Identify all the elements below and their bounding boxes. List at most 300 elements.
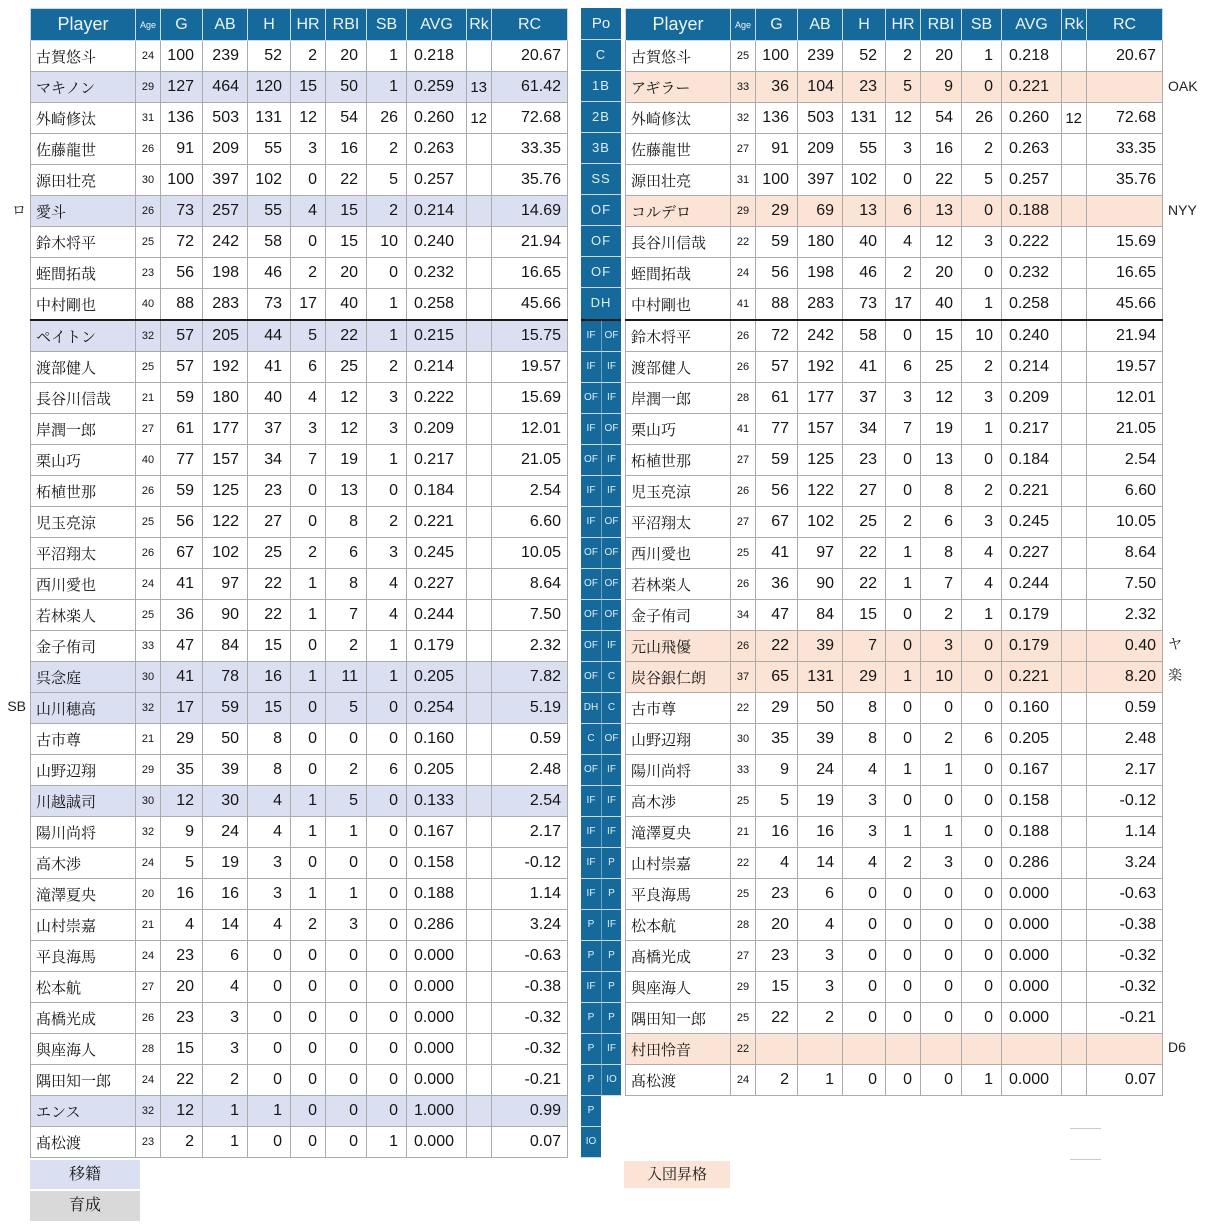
- rbi-cell[interactable]: 25: [921, 352, 962, 383]
- hr-cell[interactable]: 1: [291, 786, 326, 817]
- col-header-ab[interactable]: AB: [203, 9, 248, 41]
- sb-cell[interactable]: 0: [962, 786, 1002, 817]
- sb-cell[interactable]: 0: [962, 258, 1002, 289]
- sb-cell[interactable]: 0: [367, 1003, 407, 1034]
- col-header-rc[interactable]: RC: [492, 9, 568, 41]
- g-cell[interactable]: 56: [756, 258, 798, 289]
- col-header-rk[interactable]: Rk: [1062, 9, 1087, 41]
- age-cell[interactable]: 24: [136, 848, 161, 879]
- po-cell-left[interactable]: IF: [581, 879, 601, 910]
- avg-cell[interactable]: 0.000: [407, 1065, 467, 1096]
- age-cell[interactable]: 21: [136, 910, 161, 941]
- age-cell[interactable]: 26: [731, 476, 756, 507]
- ab-cell[interactable]: 97: [798, 538, 843, 569]
- sb-cell[interactable]: 0: [367, 1034, 407, 1065]
- rc-cell[interactable]: 21.94: [492, 227, 568, 258]
- avg-cell[interactable]: 0.167: [1002, 755, 1062, 786]
- avg-cell[interactable]: [1002, 1034, 1062, 1065]
- hr-cell[interactable]: 17: [886, 289, 921, 321]
- ab-cell[interactable]: 24: [798, 755, 843, 786]
- g-cell[interactable]: 59: [161, 476, 203, 507]
- age-cell[interactable]: 31: [136, 103, 161, 134]
- ab-cell[interactable]: 283: [798, 289, 843, 321]
- hr-cell[interactable]: 2: [886, 848, 921, 879]
- g-cell[interactable]: 16: [756, 817, 798, 848]
- hr-cell[interactable]: 3: [886, 383, 921, 414]
- player-cell[interactable]: 隅田知一郎: [31, 1065, 136, 1096]
- player-cell[interactable]: 佐藤龍世: [31, 134, 136, 165]
- rk-cell[interactable]: [1062, 414, 1087, 445]
- player-cell[interactable]: 児玉亮涼: [31, 507, 136, 538]
- rc-cell[interactable]: -0.32: [1087, 941, 1163, 972]
- h-cell[interactable]: 41: [248, 352, 291, 383]
- sb-cell[interactable]: 1: [367, 1127, 407, 1158]
- rc-cell[interactable]: 0.40: [1087, 631, 1163, 662]
- rc-cell[interactable]: 6.60: [492, 507, 568, 538]
- rk-cell[interactable]: [467, 1003, 492, 1034]
- g-cell[interactable]: 41: [756, 538, 798, 569]
- player-cell[interactable]: 滝澤夏央: [626, 817, 731, 848]
- avg-cell[interactable]: 0.232: [407, 258, 467, 289]
- g-cell[interactable]: 100: [161, 165, 203, 196]
- ab-cell[interactable]: 104: [798, 72, 843, 103]
- avg-cell[interactable]: 0.227: [407, 569, 467, 600]
- rbi-cell[interactable]: 54: [326, 103, 367, 134]
- hr-cell[interactable]: 3: [886, 134, 921, 165]
- age-cell[interactable]: 29: [731, 196, 756, 227]
- rbi-cell[interactable]: 0: [326, 972, 367, 1003]
- po-cell-left[interactable]: OF: [581, 662, 601, 693]
- g-cell[interactable]: 23: [756, 941, 798, 972]
- age-cell[interactable]: 32: [136, 817, 161, 848]
- g-cell[interactable]: 20: [756, 910, 798, 941]
- g-cell[interactable]: 47: [756, 600, 798, 631]
- avg-cell[interactable]: 0.222: [1002, 227, 1062, 258]
- ab-cell[interactable]: 14: [798, 848, 843, 879]
- avg-cell[interactable]: 0.205: [407, 662, 467, 693]
- g-cell[interactable]: 4: [756, 848, 798, 879]
- rbi-cell[interactable]: 6: [921, 507, 962, 538]
- sb-cell[interactable]: 1: [962, 289, 1002, 321]
- po-cell-right[interactable]: P: [601, 879, 621, 910]
- avg-cell[interactable]: 0.240: [407, 227, 467, 258]
- h-cell[interactable]: 55: [248, 196, 291, 227]
- rc-cell[interactable]: 10.05: [492, 538, 568, 569]
- rc-cell[interactable]: 19.57: [492, 352, 568, 383]
- po-cell-right[interactable]: IF: [601, 631, 621, 662]
- h-cell[interactable]: 3: [248, 848, 291, 879]
- po-cell-right[interactable]: P: [601, 972, 621, 1003]
- player-cell[interactable]: 滝澤夏央: [31, 879, 136, 910]
- age-cell[interactable]: 29: [731, 972, 756, 1003]
- avg-cell[interactable]: 0.215: [407, 320, 467, 352]
- ab-cell[interactable]: 209: [203, 134, 248, 165]
- rbi-cell[interactable]: 0: [921, 972, 962, 1003]
- player-cell[interactable]: 鈴木将平: [626, 320, 731, 352]
- rbi-cell[interactable]: 0: [326, 1034, 367, 1065]
- g-cell[interactable]: 56: [756, 476, 798, 507]
- rbi-cell[interactable]: 0: [921, 786, 962, 817]
- rk-cell[interactable]: [1062, 600, 1087, 631]
- rc-cell[interactable]: 12.01: [492, 414, 568, 445]
- rk-cell[interactable]: 13: [467, 72, 492, 103]
- rbi-cell[interactable]: 13: [921, 445, 962, 476]
- po-cell-right[interactable]: OF: [601, 569, 621, 600]
- rc-cell[interactable]: 2.54: [492, 786, 568, 817]
- age-cell[interactable]: 26: [136, 538, 161, 569]
- h-cell[interactable]: 15: [248, 631, 291, 662]
- rk-cell[interactable]: [1062, 631, 1087, 662]
- g-cell[interactable]: 77: [161, 445, 203, 476]
- po-cell-left[interactable]: P: [581, 1034, 601, 1065]
- ab-cell[interactable]: 97: [203, 569, 248, 600]
- age-cell[interactable]: 26: [731, 569, 756, 600]
- hr-cell[interactable]: 2: [291, 258, 326, 289]
- h-cell[interactable]: 41: [843, 352, 886, 383]
- rbi-cell[interactable]: 1: [921, 817, 962, 848]
- age-cell[interactable]: 40: [136, 289, 161, 321]
- rk-cell[interactable]: [467, 693, 492, 724]
- rk-cell[interactable]: [467, 383, 492, 414]
- h-cell[interactable]: 27: [843, 476, 886, 507]
- hr-cell[interactable]: [886, 1034, 921, 1065]
- rbi-cell[interactable]: 0: [921, 1003, 962, 1034]
- age-cell[interactable]: 32: [731, 103, 756, 134]
- hr-cell[interactable]: 0: [291, 227, 326, 258]
- h-cell[interactable]: 0: [843, 1065, 886, 1096]
- hr-cell[interactable]: 1: [886, 755, 921, 786]
- sb-cell[interactable]: 3: [962, 383, 1002, 414]
- h-cell[interactable]: 3: [248, 879, 291, 910]
- annotation-OAK[interactable]: OAK: [1168, 78, 1198, 94]
- hr-cell[interactable]: 0: [886, 724, 921, 755]
- ab-cell[interactable]: 177: [798, 383, 843, 414]
- rc-cell[interactable]: -0.32: [1087, 972, 1163, 1003]
- po-cell-right[interactable]: IF: [601, 476, 621, 507]
- avg-cell[interactable]: 0.167: [407, 817, 467, 848]
- rc-cell[interactable]: 15.75: [492, 320, 568, 352]
- sb-cell[interactable]: 5: [367, 165, 407, 196]
- hr-cell[interactable]: 2: [886, 507, 921, 538]
- g-cell[interactable]: 15: [756, 972, 798, 1003]
- player-cell[interactable]: 愛斗: [31, 196, 136, 227]
- player-cell[interactable]: 髙松渡: [626, 1065, 731, 1096]
- sb-cell[interactable]: 3: [367, 538, 407, 569]
- h-cell[interactable]: 131: [248, 103, 291, 134]
- col-header-rbi[interactable]: RBI: [921, 9, 962, 41]
- rk-cell[interactable]: [1062, 1065, 1087, 1096]
- rc-cell[interactable]: 12.01: [1087, 383, 1163, 414]
- h-cell[interactable]: 22: [843, 538, 886, 569]
- po-cell[interactable]: 3B: [581, 133, 621, 164]
- h-cell[interactable]: 0: [248, 1127, 291, 1158]
- rc-cell[interactable]: [1087, 1034, 1163, 1065]
- col-header-avg[interactable]: AVG: [1002, 9, 1062, 41]
- age-cell[interactable]: 30: [136, 662, 161, 693]
- rbi-cell[interactable]: 0: [921, 941, 962, 972]
- annotation-SB[interactable]: SB: [7, 698, 26, 714]
- po-cell-left[interactable]: IF: [581, 972, 601, 1003]
- h-cell[interactable]: 4: [248, 786, 291, 817]
- ab-cell[interactable]: 3: [798, 941, 843, 972]
- rc-cell[interactable]: [1087, 196, 1163, 227]
- rk-cell[interactable]: [467, 1127, 492, 1158]
- g-cell[interactable]: 61: [756, 383, 798, 414]
- player-cell[interactable]: 源田壮亮: [31, 165, 136, 196]
- hr-cell[interactable]: 0: [291, 165, 326, 196]
- ab-cell[interactable]: 84: [798, 600, 843, 631]
- ab-cell[interactable]: 16: [203, 879, 248, 910]
- age-cell[interactable]: 40: [136, 445, 161, 476]
- po-cell-left[interactable]: IF: [581, 817, 601, 848]
- po-cell-right[interactable]: OF: [601, 724, 621, 755]
- h-cell[interactable]: 13: [843, 196, 886, 227]
- col-header-avg[interactable]: AVG: [407, 9, 467, 41]
- hr-cell[interactable]: 0: [886, 320, 921, 352]
- sb-cell[interactable]: 1: [367, 72, 407, 103]
- rc-cell[interactable]: 1.14: [1087, 817, 1163, 848]
- player-cell[interactable]: 與座海人: [31, 1034, 136, 1065]
- rk-cell[interactable]: [467, 1096, 492, 1127]
- rk-cell[interactable]: [1062, 196, 1087, 227]
- player-cell[interactable]: 長谷川信哉: [626, 227, 731, 258]
- hr-cell[interactable]: 2: [886, 258, 921, 289]
- po-cell-left[interactable]: P: [581, 1065, 601, 1096]
- rk-cell[interactable]: [1062, 41, 1087, 72]
- g-cell[interactable]: 67: [161, 538, 203, 569]
- rbi-cell[interactable]: 5: [326, 786, 367, 817]
- po-cell-left[interactable]: OF: [581, 755, 601, 786]
- ab-cell[interactable]: 2: [203, 1065, 248, 1096]
- hr-cell[interactable]: 0: [886, 879, 921, 910]
- ab-cell[interactable]: 39: [203, 755, 248, 786]
- player-cell[interactable]: 児玉亮涼: [626, 476, 731, 507]
- hr-cell[interactable]: 0: [291, 1034, 326, 1065]
- rc-cell[interactable]: 3.24: [1087, 848, 1163, 879]
- rk-cell[interactable]: [467, 600, 492, 631]
- g-cell[interactable]: 41: [161, 569, 203, 600]
- g-cell[interactable]: 15: [161, 1034, 203, 1065]
- hr-cell[interactable]: 0: [291, 1003, 326, 1034]
- sb-cell[interactable]: 10: [367, 227, 407, 258]
- sb-cell[interactable]: 2: [367, 507, 407, 538]
- rc-cell[interactable]: 2.48: [1087, 724, 1163, 755]
- player-cell[interactable]: 外崎修汰: [626, 103, 731, 134]
- ab-cell[interactable]: 19: [798, 786, 843, 817]
- ab-cell[interactable]: 192: [798, 352, 843, 383]
- sb-cell[interactable]: 4: [367, 600, 407, 631]
- ab-cell[interactable]: 90: [798, 569, 843, 600]
- rk-cell[interactable]: [467, 134, 492, 165]
- ab-cell[interactable]: 84: [203, 631, 248, 662]
- player-cell[interactable]: 若林楽人: [626, 569, 731, 600]
- ab-cell[interactable]: 50: [203, 724, 248, 755]
- po-cell-right[interactable]: IF: [601, 786, 621, 817]
- ab-cell[interactable]: 198: [798, 258, 843, 289]
- rc-cell[interactable]: 45.66: [492, 289, 568, 321]
- h-cell[interactable]: 131: [843, 103, 886, 134]
- age-cell[interactable]: 24: [136, 941, 161, 972]
- sb-cell[interactable]: 0: [962, 631, 1002, 662]
- hr-cell[interactable]: 6: [886, 196, 921, 227]
- annotation-D6[interactable]: D6: [1168, 1039, 1186, 1055]
- avg-cell[interactable]: 0.286: [1002, 848, 1062, 879]
- ab-cell[interactable]: 1: [203, 1127, 248, 1158]
- rc-cell[interactable]: -0.12: [492, 848, 568, 879]
- sb-cell[interactable]: 2: [367, 352, 407, 383]
- rk-cell[interactable]: [1062, 289, 1087, 321]
- player-cell[interactable]: 川越誠司: [31, 786, 136, 817]
- g-cell[interactable]: 57: [161, 320, 203, 352]
- avg-cell[interactable]: 0.217: [407, 445, 467, 476]
- hr-cell[interactable]: 0: [291, 755, 326, 786]
- sb-cell[interactable]: 0: [367, 910, 407, 941]
- ab-cell[interactable]: 205: [203, 320, 248, 352]
- ab-cell[interactable]: 50: [798, 693, 843, 724]
- g-cell[interactable]: 88: [756, 289, 798, 321]
- h-cell[interactable]: 0: [843, 910, 886, 941]
- po-cell-left[interactable]: IF: [581, 786, 601, 817]
- rk-cell[interactable]: [467, 258, 492, 289]
- rc-cell[interactable]: 2.48: [492, 755, 568, 786]
- hr-cell[interactable]: 0: [291, 1127, 326, 1158]
- ab-cell[interactable]: 102: [203, 538, 248, 569]
- hr-cell[interactable]: 2: [291, 538, 326, 569]
- hr-cell[interactable]: 4: [291, 383, 326, 414]
- age-cell[interactable]: 30: [136, 165, 161, 196]
- hr-cell[interactable]: 1: [291, 662, 326, 693]
- rbi-cell[interactable]: 13: [921, 196, 962, 227]
- sb-cell[interactable]: 26: [367, 103, 407, 134]
- rc-cell[interactable]: -0.12: [1087, 786, 1163, 817]
- rk-cell[interactable]: [1062, 848, 1087, 879]
- rc-cell[interactable]: 45.66: [1087, 289, 1163, 321]
- ab-cell[interactable]: 122: [203, 507, 248, 538]
- player-cell[interactable]: 平沼翔太: [31, 538, 136, 569]
- rc-cell[interactable]: 2.17: [492, 817, 568, 848]
- ab-cell[interactable]: 503: [798, 103, 843, 134]
- h-cell[interactable]: [843, 1034, 886, 1065]
- g-cell[interactable]: 61: [161, 414, 203, 445]
- hr-cell[interactable]: 4: [291, 196, 326, 227]
- rc-cell[interactable]: 15.69: [1087, 227, 1163, 258]
- avg-cell[interactable]: 0.160: [407, 724, 467, 755]
- col-header-ab[interactable]: AB: [798, 9, 843, 41]
- player-cell[interactable]: 岸潤一郎: [626, 383, 731, 414]
- sb-cell[interactable]: 0: [367, 693, 407, 724]
- rc-cell[interactable]: 2.54: [492, 476, 568, 507]
- age-cell[interactable]: 24: [136, 41, 161, 72]
- g-cell[interactable]: 59: [756, 227, 798, 258]
- h-cell[interactable]: 15: [248, 693, 291, 724]
- po-cell-right[interactable]: IF: [601, 445, 621, 476]
- sb-cell[interactable]: 3: [367, 383, 407, 414]
- ab-cell[interactable]: 177: [203, 414, 248, 445]
- avg-cell[interactable]: 0.179: [407, 631, 467, 662]
- avg-cell[interactable]: 0.240: [1002, 320, 1062, 352]
- g-cell[interactable]: 56: [161, 258, 203, 289]
- ab-cell[interactable]: 102: [798, 507, 843, 538]
- player-cell[interactable]: 村田怜音: [626, 1034, 731, 1065]
- avg-cell[interactable]: 0.000: [1002, 910, 1062, 941]
- rk-cell[interactable]: 12: [467, 103, 492, 134]
- player-cell[interactable]: 與座海人: [626, 972, 731, 1003]
- age-cell[interactable]: 31: [731, 165, 756, 196]
- ab-cell[interactable]: 90: [203, 600, 248, 631]
- po-cell[interactable]: C: [581, 40, 621, 71]
- ab-cell[interactable]: 239: [798, 41, 843, 72]
- rk-cell[interactable]: [467, 352, 492, 383]
- ab-cell[interactable]: 4: [203, 972, 248, 1003]
- player-cell[interactable]: ペイトン: [31, 320, 136, 352]
- rbi-cell[interactable]: 0: [921, 1065, 962, 1096]
- h-cell[interactable]: 29: [843, 662, 886, 693]
- h-cell[interactable]: 27: [248, 507, 291, 538]
- age-cell[interactable]: 25: [731, 41, 756, 72]
- age-cell[interactable]: 30: [136, 786, 161, 817]
- g-cell[interactable]: 100: [161, 41, 203, 72]
- ab-cell[interactable]: 39: [798, 724, 843, 755]
- rbi-cell[interactable]: 16: [921, 134, 962, 165]
- g-cell[interactable]: 36: [161, 600, 203, 631]
- rk-cell[interactable]: [1062, 352, 1087, 383]
- g-cell[interactable]: 4: [161, 910, 203, 941]
- g-cell[interactable]: 23: [756, 879, 798, 910]
- po-cell-left[interactable]: IO: [581, 1127, 601, 1158]
- rk-cell[interactable]: [1062, 755, 1087, 786]
- ab-cell[interactable]: 283: [203, 289, 248, 321]
- rc-cell[interactable]: -0.63: [1087, 879, 1163, 910]
- avg-cell[interactable]: 0.000: [407, 1034, 467, 1065]
- avg-cell[interactable]: 0.221: [1002, 476, 1062, 507]
- age-cell[interactable]: 41: [731, 289, 756, 321]
- age-cell[interactable]: 22: [731, 693, 756, 724]
- col-header-hr[interactable]: HR: [291, 9, 326, 41]
- age-cell[interactable]: 28: [731, 910, 756, 941]
- col-header-age[interactable]: Age: [731, 9, 756, 41]
- sb-cell[interactable]: 0: [962, 196, 1002, 227]
- avg-cell[interactable]: 0.221: [407, 507, 467, 538]
- rc-cell[interactable]: 35.76: [1087, 165, 1163, 196]
- avg-cell[interactable]: 0.263: [1002, 134, 1062, 165]
- player-cell[interactable]: 蛭間拓哉: [626, 258, 731, 289]
- player-cell[interactable]: 古市尊: [626, 693, 731, 724]
- h-cell[interactable]: 16: [248, 662, 291, 693]
- rbi-cell[interactable]: 13: [326, 476, 367, 507]
- h-cell[interactable]: 3: [843, 786, 886, 817]
- ab-cell[interactable]: 2: [798, 1003, 843, 1034]
- h-cell[interactable]: 58: [248, 227, 291, 258]
- player-cell[interactable]: 松本航: [626, 910, 731, 941]
- rbi-cell[interactable]: 0: [921, 693, 962, 724]
- rc-cell[interactable]: 7.82: [492, 662, 568, 693]
- rk-cell[interactable]: [467, 41, 492, 72]
- avg-cell[interactable]: 1.000: [407, 1096, 467, 1127]
- g-cell[interactable]: 5: [161, 848, 203, 879]
- rbi-cell[interactable]: 0: [326, 848, 367, 879]
- sb-cell[interactable]: 3: [962, 227, 1002, 258]
- avg-cell[interactable]: 0.188: [1002, 817, 1062, 848]
- rk-cell[interactable]: [467, 569, 492, 600]
- player-cell[interactable]: 中村剛也: [31, 289, 136, 321]
- sb-cell[interactable]: 3: [367, 414, 407, 445]
- player-cell[interactable]: 蛭間拓哉: [31, 258, 136, 289]
- h-cell[interactable]: 58: [843, 320, 886, 352]
- rk-cell[interactable]: [1062, 320, 1087, 352]
- avg-cell[interactable]: 0.257: [407, 165, 467, 196]
- age-cell[interactable]: 26: [731, 631, 756, 662]
- avg-cell[interactable]: 0.258: [407, 289, 467, 321]
